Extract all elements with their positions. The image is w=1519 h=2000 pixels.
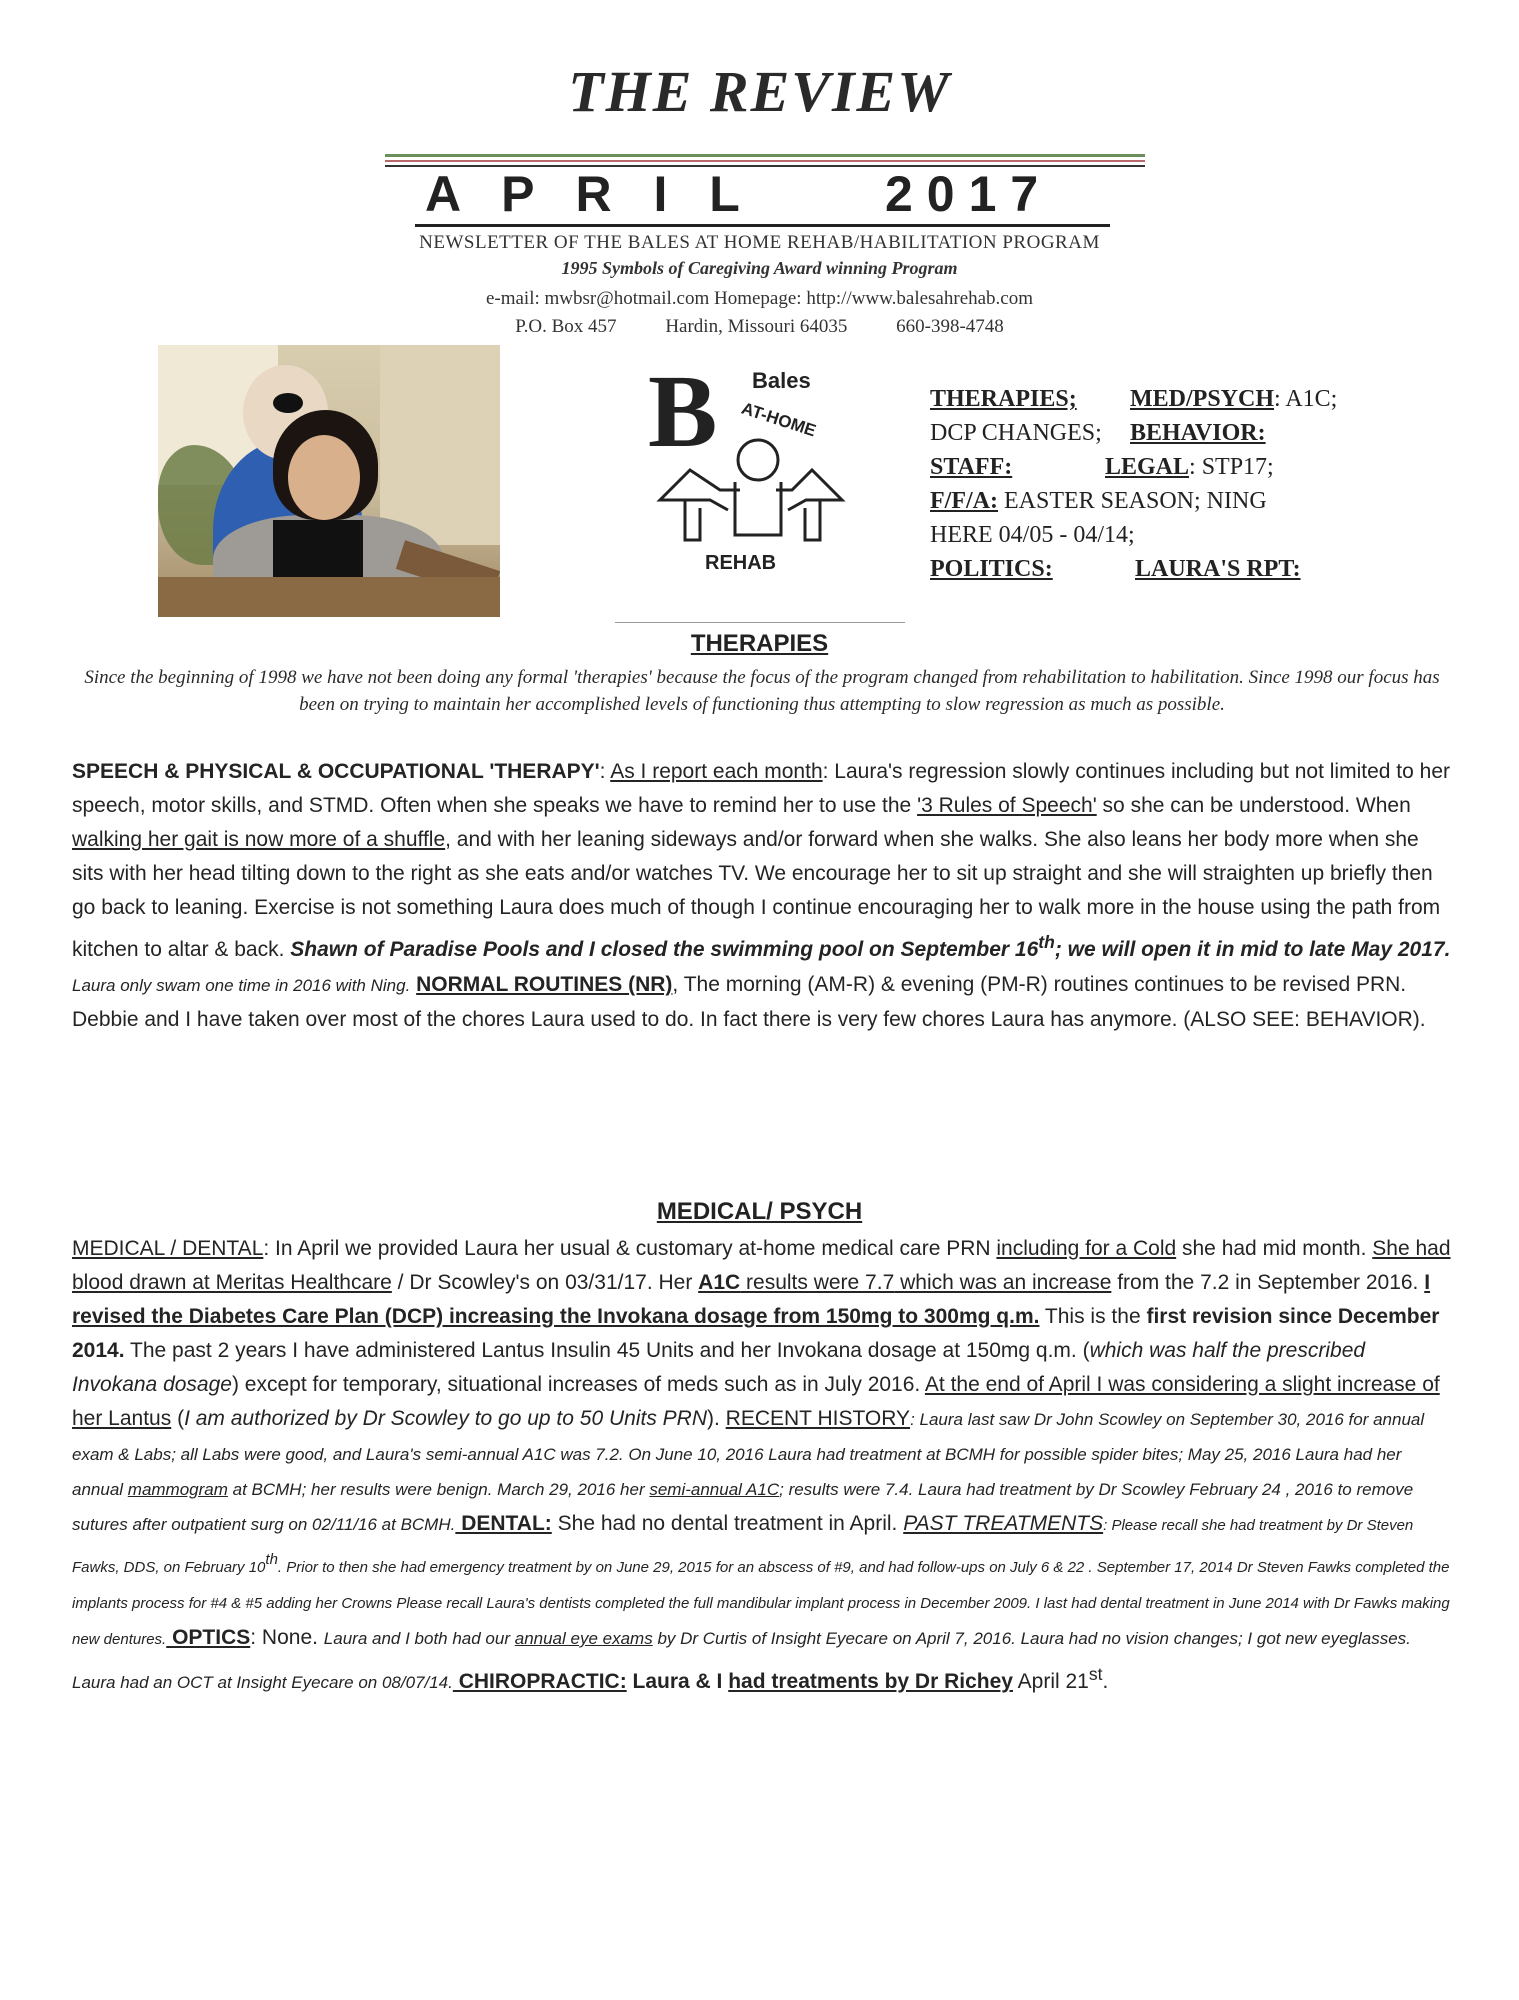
contents-behavior: BEHAVIOR: xyxy=(1130,420,1266,446)
medical-heading xyxy=(0,1198,1519,1226)
logo-name: Bales xyxy=(752,368,811,393)
text-run: at BCMH; her results were benign. March 29, 2016 her xyxy=(227,1480,650,1499)
contents-therapies: THERAPIES; xyxy=(930,386,1077,412)
dental-label: DENTAL: xyxy=(455,1512,552,1535)
text-run: She had no dental treatment in April. xyxy=(551,1512,904,1535)
past-treatments-label: PAST TREATMENTS xyxy=(903,1512,1104,1535)
contents-row xyxy=(930,484,1450,518)
text-run: The past 2 years I have administered Lantus Insulin 45 Units and her Invokana dosage at 150mg q.m. ( xyxy=(124,1339,1090,1362)
contents-lauras-rpt: LAURA'S RPT: xyxy=(1135,556,1301,582)
contents-staff: STAFF: xyxy=(930,454,1013,480)
text-run: ) except for temporary, situational increases of meds such as in July 2016. xyxy=(231,1373,925,1396)
contents-politics: POLITICS: xyxy=(930,556,1053,582)
phone: 660-398-4748 xyxy=(896,316,1004,337)
text-run: Laura only swam one time in 2016 with Ning. xyxy=(72,976,411,995)
text-run: , and with her leaning sideways and/or forward when she walks. She also leans her body more when she sits with her head tilting down to the right as she eats and/or watches TV. We encourage her to sit up straight and she will straighten up briefly then go back to leaning. Exercise is not something Laura does much of though I continue encouraging her to walk more in the house using the path from kitchen to altar & back. xyxy=(72,828,1441,961)
text-run: This is the xyxy=(1039,1305,1147,1328)
text-run: ; results were 7.4. Laura had treatment by Dr Scowley February 24 , 2016 to remove sutures after outpatient surg on 02/11/16 at BCMH. xyxy=(72,1480,1414,1534)
text-run: As I report each month xyxy=(610,760,823,783)
photo-eyepatch xyxy=(273,393,303,413)
text-run: from the 7.2 in September 2016. xyxy=(1111,1271,1425,1294)
text-run: semi-annual A1C xyxy=(649,1480,780,1499)
text-run: I am authorized by Dr Scowley to go up to 50 Units PRN xyxy=(184,1407,707,1430)
text-run: by Dr Curtis of Insight Eyecare on April 7, 2016. Laura had no vision changes; I got new eyeglasses. Laura had an OCT at Insight Eyecare on 08/07/14. xyxy=(72,1629,1411,1692)
po-box: P.O. Box 457 xyxy=(515,316,617,337)
text-run: walking her gait is now more of a shuffle xyxy=(72,828,446,851)
text-run: She had blood drawn at Meritas Healthcare xyxy=(72,1237,1451,1294)
newsletter-title: THE REVIEW xyxy=(568,59,951,124)
section-divider xyxy=(615,622,905,623)
text-run: which was half the prescribed Invokana dosage xyxy=(72,1339,1366,1396)
text-run: ( xyxy=(171,1407,185,1430)
contents-ffa: F/F/A: xyxy=(930,488,998,514)
dcp-revision: I revised the Diabetes Care Plan (DCP) increasing the Invokana dosage from 150mg to 300mg q.m. xyxy=(72,1271,1431,1328)
therapies-body xyxy=(72,755,1454,1037)
chiropractic-label: CHIROPRACTIC: xyxy=(452,1670,627,1693)
contents-row xyxy=(930,518,1450,552)
contents-med-psych: MED/PSYCH xyxy=(1130,386,1274,412)
logo-arc-text: AT-HOME xyxy=(739,398,819,441)
issue-rule xyxy=(415,224,1110,227)
text-run: : xyxy=(599,760,606,783)
normal-routines-label: NORMAL ROUTINES (NR) xyxy=(416,973,673,996)
text-run: so she can be understood. When xyxy=(1096,794,1411,817)
text-run: mammogram xyxy=(127,1480,228,1499)
recent-history-label: RECENT HISTORY xyxy=(725,1407,911,1430)
medical-heading-text: MEDICAL/ PSYCH xyxy=(656,1198,863,1225)
text-run: ; we will open it in mid to late May 2017. xyxy=(1054,938,1451,961)
logo-letter: B xyxy=(648,354,718,469)
contents-dcp: DCP CHANGES; xyxy=(930,420,1102,446)
text-run: : In April we provided Laura her usual & customary at-home medical care PRN xyxy=(263,1237,997,1260)
text-run: April 21 xyxy=(1012,1670,1089,1693)
family-photo xyxy=(158,345,500,617)
text-run: Laura and I both had our xyxy=(323,1629,515,1648)
masthead-contact: e-mail: mwbsr@hotmail.com Homepage: http://www.balesahrehab.com xyxy=(485,288,1034,309)
text-run: including for a Cold xyxy=(996,1237,1177,1260)
text-run: ). xyxy=(707,1407,726,1430)
contents-legal-text: : STP17; xyxy=(1189,454,1274,480)
logo-rehab: REHAB xyxy=(705,552,777,574)
therapies-heading-text: THERAPIES xyxy=(690,630,829,657)
therapies-heading xyxy=(0,630,1519,658)
text-run: : None. xyxy=(250,1626,324,1649)
text-run: / Dr Scowley's on 03/31/17. Her xyxy=(391,1271,699,1294)
text-run: annual eye exams xyxy=(514,1629,653,1648)
text-run: Laura & I xyxy=(626,1670,729,1693)
contents-box xyxy=(930,382,1450,586)
text-run: st xyxy=(1088,1664,1103,1684)
contents-row xyxy=(930,450,1450,484)
text-run: th xyxy=(1038,932,1055,952)
contents-row xyxy=(930,552,1450,586)
contents-med-psych-text: : A1C; xyxy=(1274,386,1338,412)
text-run: : Laura's regression slowly continues including but not limited to her speech, motor skills, and STMD. Often when she speaks we have to remind her to use the xyxy=(72,760,1450,817)
photo-wall xyxy=(380,345,500,545)
contents-legal: LEGAL xyxy=(1105,454,1190,480)
masthead-subtitle: NEWSLETTER OF THE BALES AT HOME REHAB/HABILITATION PROGRAM xyxy=(419,232,1100,253)
city: Hardin, Missouri 64035 xyxy=(665,316,848,337)
text-run: . Prior to then she had emergency treatment by on June 29, 2015 for an abscess of #9, and had follow-ups on July 6 & 22 . September 17, 2014 Dr Steven Fawks completed the implants process for #4 & #5 adding her Crowns Please recall Laura's dentists completed the full mandibular implant process in December 2009. I last had dental treatment in June 2014 with Dr Fawks making new dentures. xyxy=(72,1559,1450,1648)
text-run: th xyxy=(265,1551,278,1568)
contents-ffa-text: EASTER SEASON; NING xyxy=(997,488,1267,514)
text-run: , The morning (AM-R) & evening (PM-R) routines continues to be revised PRN. Debbie and I have taken over most of the chores Laura used to do. In fact there is very few chores Laura has anymore. (ALSO SEE: BEHAVIOR). xyxy=(72,973,1426,1031)
contents-ffa-text-2: HERE 04/05 - 04/14; xyxy=(930,522,1135,548)
title-rule-green xyxy=(385,154,1145,157)
issue-year: 2017 xyxy=(885,166,1053,222)
text-run: : Laura last saw Dr John Scowley on September 30, 2016 for annual exam & Labs; all Labs were good, and Laura's semi-annual A1C was 7.2. On June 10, 2016 Laura had treatment at BCMH for possible spider bites; May 25, 2016 Laura had her annual xyxy=(72,1410,1425,1499)
bales-logo xyxy=(640,350,850,580)
photo-floor xyxy=(158,577,500,617)
text-run: had treatments by Dr Richey xyxy=(728,1670,1013,1693)
speech-label: SPEECH & PHYSICAL & OCCUPATIONAL 'THERAPY' xyxy=(72,760,600,783)
text-run: . xyxy=(1102,1670,1109,1693)
therapies-intro: Since the beginning of 1998 we have not been doing any formal 'therapies' because the focus of the program changed from rehabilitation to habilitation. Since 1998 our focus has been on trying to maintain her accomplished levels of functioning thus attempting to slow regression as much as possible. xyxy=(84,667,1440,715)
masthead-award: 1995 Symbols of Caregiving Award winning Program xyxy=(561,258,958,278)
text-run: At the end of April I was considering a slight increase of her Lantus xyxy=(72,1373,1440,1430)
text-run: first revision since December 2014. xyxy=(72,1305,1440,1362)
photo-person-seated-face xyxy=(288,435,360,520)
contents-row xyxy=(930,416,1450,450)
medical-dental-label: MEDICAL / DENTAL xyxy=(72,1237,264,1260)
title-rule-red xyxy=(385,160,1145,162)
text-run: : Please recall she had treatment by Dr Steven Fawks, DDS, on February 10 xyxy=(72,1517,1414,1576)
issue-month: A P R I L xyxy=(425,166,754,222)
text-run: she had mid month. xyxy=(1176,1237,1373,1260)
medical-body xyxy=(72,1232,1454,1700)
text-run: Shawn of Paradise Pools and I closed the swimming pool on September 16 xyxy=(290,938,1039,961)
text-run: '3 Rules of Speech' xyxy=(917,794,1097,817)
text-run: A1C xyxy=(698,1271,741,1294)
optics-label: OPTICS xyxy=(166,1626,251,1649)
contents-row xyxy=(930,382,1450,416)
masthead-address xyxy=(0,316,1519,338)
text-run: results were 7.7 xyxy=(740,1271,895,1294)
text-run: which was an increase xyxy=(894,1271,1112,1294)
